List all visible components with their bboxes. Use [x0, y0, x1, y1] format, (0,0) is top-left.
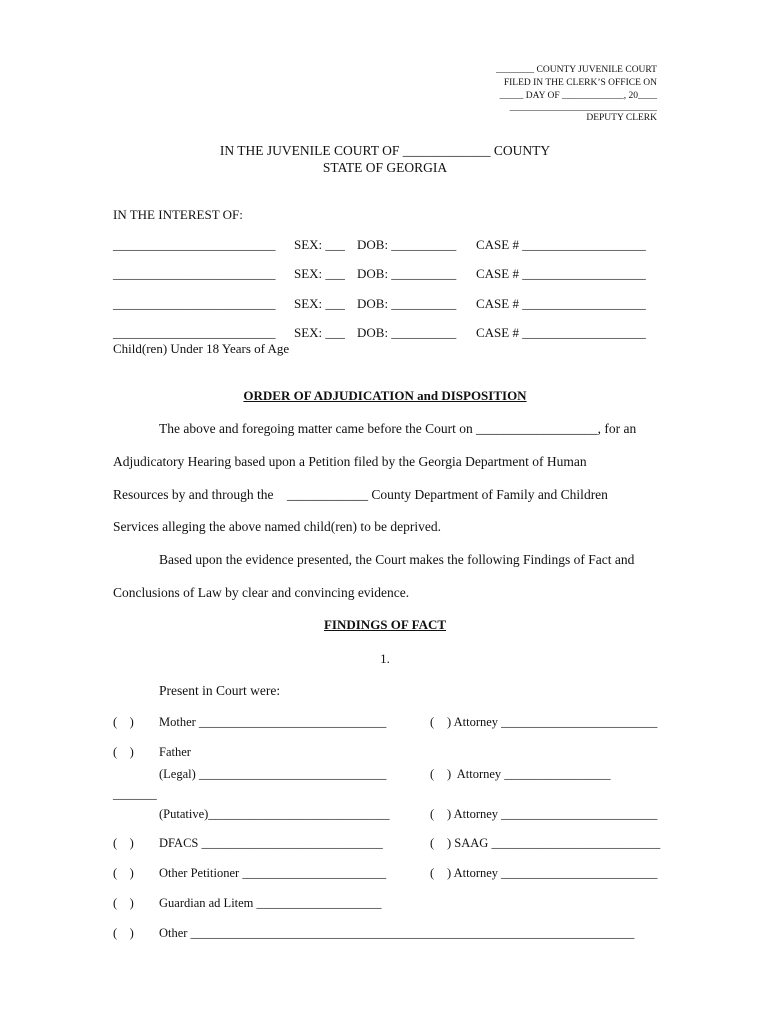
saag-line: ) SAAG ___________________________	[447, 836, 661, 850]
order-title: ORDER OF ADJUDICATION and DISPOSITION	[243, 388, 527, 403]
mother-attorney-checkbox[interactable]: (	[430, 715, 435, 729]
father-checkbox[interactable]: ( )	[113, 745, 134, 759]
guardian-line: Guardian ad Litem ____________________	[159, 896, 382, 910]
father-putative-line: (Putative)_____________________________	[159, 807, 390, 821]
child-dob: DOB: __________	[357, 296, 457, 311]
clerk-stamp-county: ________ COUNTY JUVENILE COURT	[496, 65, 657, 75]
other-petitioner-line: Other Petitioner _______________________	[159, 866, 387, 880]
child-name: _________________________	[113, 237, 276, 252]
paragraph-1-line-3: Resources by and through the ____________ County Department of Family and Children	[113, 487, 608, 502]
other-line: Other _______________________________________________________________________	[159, 926, 635, 940]
section-number: 1.	[380, 651, 390, 666]
child-case: CASE # ___________________	[476, 237, 646, 252]
saag-checkbox[interactable]: (	[430, 836, 435, 850]
father-label: Father	[159, 745, 191, 759]
guardian-checkbox[interactable]: ( )	[113, 896, 134, 910]
child-sex: SEX: ___	[294, 266, 345, 281]
court-title: IN THE JUVENILE COURT OF _____________ COUNTY	[219, 143, 551, 158]
paragraph-1-line-4: Services alleging the above named child(ren) to be deprived.	[113, 519, 442, 534]
child-dob: DOB: __________	[357, 325, 457, 340]
paragraph-1-line-2: Adjudicatory Hearing based upon a Petition filed by the Georgia Department of Human	[113, 454, 587, 469]
paragraph-1-line-1: The above and foregoing matter came before the Court on __________________, for an	[159, 421, 637, 436]
putative-attorney-line: ) Attorney _________________________	[447, 807, 658, 821]
child-dob: DOB: __________	[357, 266, 457, 281]
other-petitioner-checkbox[interactable]: ( )	[113, 866, 134, 880]
child-case: CASE # ___________________	[476, 296, 646, 311]
dfacs-checkbox[interactable]: ( )	[113, 836, 134, 850]
child-sex: SEX: ___	[294, 296, 345, 311]
children-caption: Child(ren) Under 18 Years of Age	[113, 341, 290, 356]
paragraph-2-line-1: Based upon the evidence presented, the Court makes the following Findings of Fact and	[159, 552, 635, 567]
legal-overflow-line: _______	[113, 787, 157, 801]
clerk-stamp-signature-line: _______________________________	[509, 103, 657, 113]
state-title: STATE OF GEORGIA	[322, 160, 448, 175]
paragraph-2-line-2: Conclusions of Law by clear and convincing evidence.	[113, 585, 410, 600]
other-checkbox[interactable]: ( )	[113, 926, 134, 940]
legal-attorney-line: ) Attorney _________________	[447, 767, 611, 781]
findings-title: FINDINGS OF FACT	[323, 617, 447, 632]
interest-label: IN THE INTEREST OF:	[113, 207, 243, 222]
clerk-stamp-deputy: DEPUTY CLERK	[586, 113, 657, 123]
child-case: CASE # ___________________	[476, 325, 646, 340]
child-case: CASE # ___________________	[476, 266, 646, 281]
mother-checkbox[interactable]: ( )	[113, 715, 134, 729]
dfacs-line: DFACS _____________________________	[159, 836, 383, 850]
child-name: _________________________	[113, 296, 276, 311]
legal-attorney-checkbox[interactable]: (	[430, 767, 435, 781]
child-name: _________________________	[113, 325, 276, 340]
father-legal-line: (Legal) ______________________________	[159, 767, 387, 781]
clerk-stamp-date: _____ DAY OF _____________, 20____	[499, 91, 657, 101]
child-name: _________________________	[113, 266, 276, 281]
mother-line: Mother ______________________________	[159, 715, 387, 729]
putative-attorney-checkbox[interactable]: (	[430, 807, 435, 821]
other-petitioner-attorney-checkbox[interactable]: (	[430, 866, 435, 880]
clerk-stamp-filed: FILED IN THE CLERK’S OFFICE ON	[503, 78, 657, 88]
child-dob: DOB: __________	[357, 237, 457, 252]
child-sex: SEX: ___	[294, 325, 345, 340]
other-petitioner-attorney-line: ) Attorney _________________________	[447, 866, 658, 880]
child-sex: SEX: ___	[294, 237, 345, 252]
present-label: Present in Court were:	[159, 683, 281, 698]
mother-attorney-line: ) Attorney _________________________	[447, 715, 658, 729]
